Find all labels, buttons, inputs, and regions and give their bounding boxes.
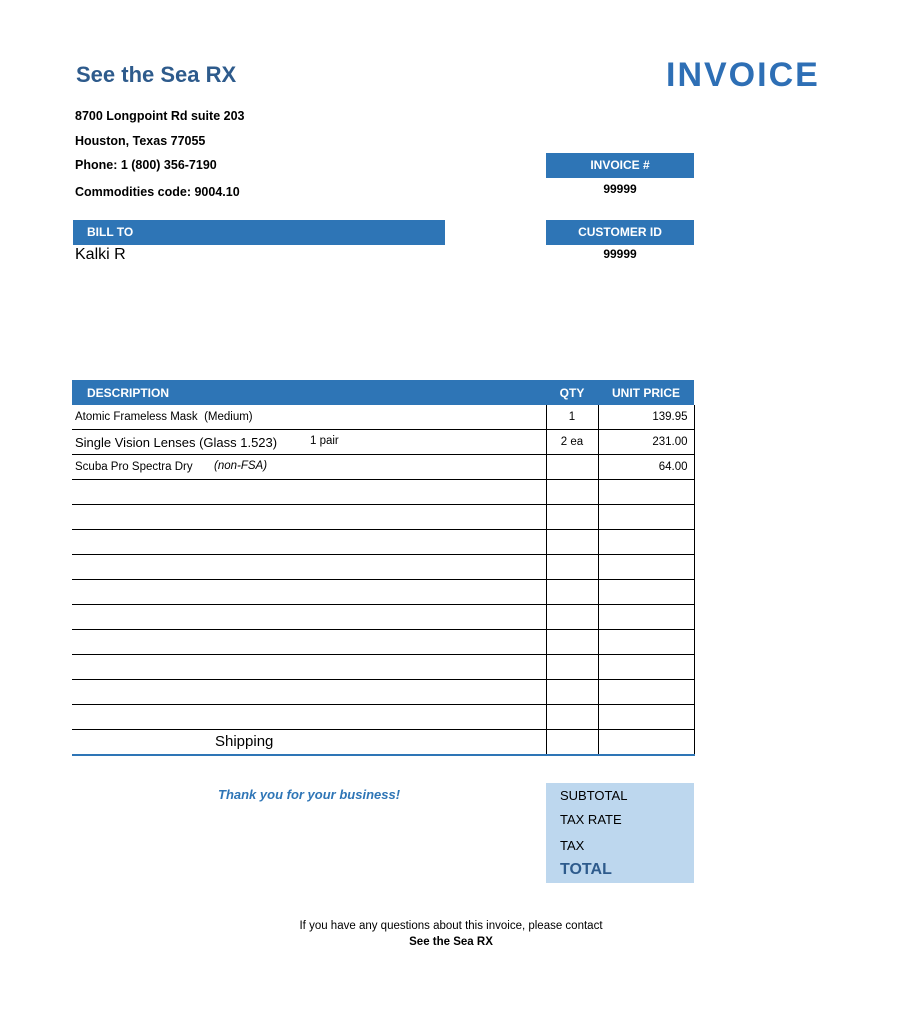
item-qty: 1 (546, 405, 598, 430)
table-row (72, 580, 694, 605)
customer-id-label: CUSTOMER ID (546, 220, 694, 245)
header-description: DESCRIPTION (72, 380, 546, 405)
table-row (72, 430, 694, 455)
address-line2: Houston, Texas 77055 (75, 134, 206, 148)
thank-you-message: Thank you for your business! (218, 787, 401, 802)
total-label: TOTAL (560, 861, 612, 878)
table-row (72, 630, 694, 655)
footer-company: See the Sea RX (409, 936, 493, 948)
item-qty: 2 ea (546, 430, 598, 455)
items-table (72, 380, 695, 756)
customer-id-value: 99999 (603, 247, 637, 261)
footer-contact-line: If you have any questions about this invoice, please contact (299, 920, 603, 932)
table-row (72, 480, 694, 505)
item-note: 1 pair (310, 435, 339, 447)
item-description: Atomic Frameless Mask (75, 411, 198, 423)
phone: Phone: 1 (800) 356-7190 (75, 158, 217, 172)
address-line1: 8700 Longpoint Rd suite 203 (75, 109, 245, 123)
table-row (72, 705, 694, 730)
item-price: 231.00 (598, 430, 694, 455)
shipping-label: Shipping (215, 733, 274, 750)
table-row (72, 605, 694, 630)
bill-to-label: BILL TO (73, 220, 445, 245)
item-note: (non-FSA) (214, 460, 268, 472)
item-description: Single Vision Lenses (Glass 1.523) (75, 434, 278, 450)
tax-label: TAX (560, 838, 585, 853)
item-description: Scuba Pro Spectra Dry (75, 461, 193, 473)
invoice-title: INVOICE (666, 56, 820, 94)
table-row (72, 455, 694, 480)
tax-rate-label: TAX RATE (560, 812, 622, 827)
invoice-number-label: INVOICE # (546, 153, 694, 178)
table-row (72, 680, 694, 705)
company-name: See the Sea RX (76, 62, 237, 87)
table-row (72, 730, 694, 756)
header-unit-price: UNIT PRICE (598, 380, 694, 405)
subtotal-label: SUBTOTAL (560, 788, 628, 803)
summary-box (546, 783, 694, 883)
table-row (72, 530, 694, 555)
invoice-number-value: 99999 (603, 182, 637, 196)
table-row (72, 555, 694, 580)
table-header-row (72, 380, 694, 405)
item-note: (Medium) (204, 411, 253, 423)
item-price: 139.95 (598, 405, 694, 430)
table-row (72, 655, 694, 680)
table-row (72, 405, 694, 430)
commodities-code: Commodities code: 9004.10 (75, 185, 240, 199)
item-qty (546, 455, 598, 480)
header-qty: QTY (546, 380, 598, 405)
table-row (72, 505, 694, 530)
item-price: 64.00 (598, 455, 694, 480)
bill-to-name: Kalki R (75, 246, 126, 263)
